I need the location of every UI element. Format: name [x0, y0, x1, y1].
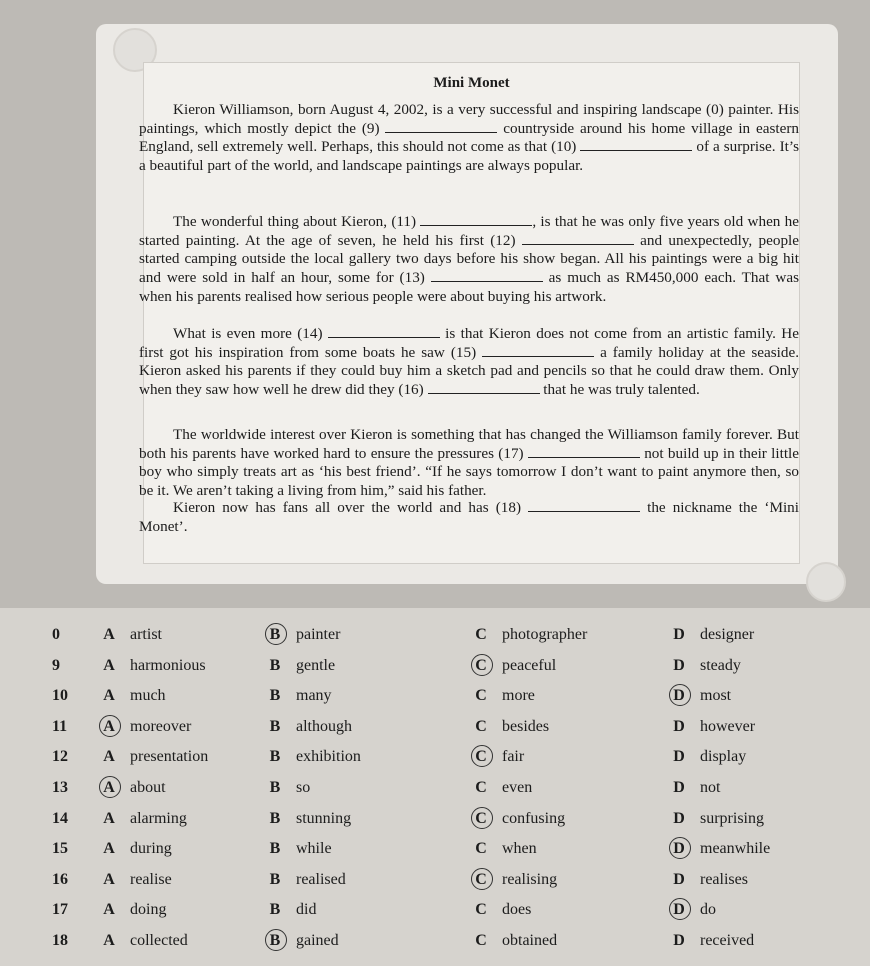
option-word: realises	[700, 870, 748, 888]
option-letter: B	[269, 809, 281, 827]
option-word: although	[296, 717, 352, 735]
option-d[interactable]	[668, 871, 748, 889]
option-b[interactable]	[264, 657, 335, 675]
option-c[interactable]	[470, 687, 535, 705]
answer-blank[interactable]	[580, 138, 692, 151]
option-row	[52, 620, 812, 651]
option-letter: B	[269, 717, 281, 735]
answer-blank[interactable]	[522, 232, 634, 245]
option-c[interactable]	[470, 810, 565, 828]
question-number: 0	[52, 626, 60, 643]
answer-blank[interactable]	[328, 325, 440, 338]
option-letter: C	[475, 901, 487, 919]
option-b[interactable]	[264, 932, 339, 950]
option-letter: A	[103, 687, 115, 705]
option-d[interactable]	[668, 840, 770, 858]
option-c[interactable]	[470, 779, 532, 797]
passage-text: The wonderful thing about Kieron, (11)	[173, 213, 421, 230]
option-word: while	[296, 840, 332, 858]
option-c[interactable]	[470, 901, 531, 919]
option-word: most	[700, 687, 732, 705]
option-row	[52, 651, 812, 682]
option-letter: A	[103, 656, 115, 674]
question-number: 9	[52, 656, 60, 674]
option-word: peaceful	[502, 656, 557, 674]
option-a[interactable]	[98, 901, 166, 919]
option-row	[52, 834, 812, 865]
option-word: painter	[296, 626, 341, 643]
answer-blank[interactable]	[420, 213, 532, 226]
answer-blank[interactable]	[385, 120, 497, 133]
option-a[interactable]	[98, 810, 187, 828]
option-letter: D	[673, 931, 685, 949]
option-letter: B	[269, 656, 281, 674]
answer-options-table	[52, 620, 812, 957]
paragraph-3	[139, 325, 799, 400]
option-letter: A	[103, 748, 115, 766]
option-word: display	[700, 748, 747, 766]
option-d[interactable]	[668, 657, 741, 675]
question-number: 11	[52, 717, 68, 735]
option-word: did	[296, 901, 317, 919]
option-word: meanwhile	[700, 840, 771, 858]
option-letter: C	[475, 687, 487, 705]
option-word: however	[700, 717, 756, 735]
option-word: artist	[130, 626, 162, 643]
circled-option-letter: C	[470, 748, 492, 766]
option-word: doing	[130, 901, 167, 919]
option-d[interactable]	[668, 626, 754, 644]
option-word: so	[296, 778, 311, 796]
option-word: collected	[130, 931, 188, 949]
option-letter: D	[673, 809, 685, 827]
option-word: during	[130, 840, 172, 858]
answer-blank[interactable]	[528, 445, 640, 458]
passage-text: The worldwide interest over Kieron is something that has changed the Williamson family forever. But both his parents have worked hard to ensure the pressures (17)	[139, 426, 799, 462]
option-word: moreover	[130, 717, 192, 735]
option-b[interactable]	[264, 840, 332, 858]
passage-title: Mini Monet	[433, 75, 510, 91]
option-word: not	[700, 778, 721, 796]
option-d[interactable]	[668, 932, 754, 950]
option-letter: D	[673, 626, 685, 643]
option-c[interactable]	[470, 718, 549, 736]
question-number: 14	[52, 809, 68, 827]
option-c[interactable]	[470, 871, 557, 889]
circled-option-letter: A	[98, 718, 120, 736]
option-d[interactable]	[668, 718, 755, 736]
option-word: much	[130, 687, 166, 705]
option-row	[52, 926, 812, 957]
option-word: realise	[130, 870, 172, 888]
option-word: fair	[502, 748, 525, 766]
option-letter: A	[103, 931, 115, 949]
option-a[interactable]	[98, 840, 172, 858]
option-b[interactable]	[264, 901, 316, 919]
paragraph-5	[139, 499, 799, 536]
passage-text: not build up in their little boy who simply treats art as ‘his best friend’. “If he says tomorrow I don’t want to paint anymore then, so be it. We aren’t taking a living from him,” said his father.	[139, 444, 799, 500]
paragraph-4	[139, 426, 799, 501]
paragraph-1	[139, 101, 799, 176]
option-letter: D	[673, 778, 685, 796]
passage-text: countryside around his home village in eastern England, sell extremely well. Perhaps, this should not come as that (10)	[139, 119, 799, 156]
answer-blank[interactable]	[528, 499, 640, 512]
option-row	[52, 865, 812, 896]
option-word: obtained	[502, 931, 558, 949]
option-d[interactable]	[668, 901, 716, 919]
option-row	[52, 742, 812, 773]
circled-option-letter: B	[264, 932, 286, 950]
option-c[interactable]	[470, 932, 557, 950]
question-number: 17	[52, 901, 68, 919]
option-word: alarming	[130, 809, 187, 827]
passage-text: is that Kieron does not come from an artistic family. He first got his inspiration from some boats he saw (15)	[139, 325, 800, 361]
option-word: harmonious	[130, 656, 206, 674]
option-word: received	[700, 931, 755, 949]
option-c[interactable]	[470, 657, 556, 675]
question-number: 13	[52, 778, 68, 796]
option-b[interactable]	[264, 871, 346, 889]
option-row	[52, 895, 812, 926]
circled-option-letter: D	[668, 840, 690, 858]
option-word: many	[296, 687, 332, 705]
answer-blank[interactable]	[428, 381, 540, 394]
passage-text: , is that he was only five years old when he started painting. At the age of seven, he held his first (12)	[139, 213, 800, 249]
passage-text: and unexpectedly, people started camping outside the local gallery two days before his show began. All his paintings were a big hit and were sold in half an hour, some for (13)	[139, 231, 799, 287]
option-letter: D	[673, 748, 685, 766]
circled-option-letter: C	[470, 871, 492, 889]
option-c[interactable]	[470, 840, 537, 858]
scroll-curl-bottom-right	[806, 562, 846, 602]
option-d[interactable]	[668, 810, 764, 828]
circled-option-letter: C	[470, 810, 492, 828]
passage-text: Kieron now has fans all over the world and has (18)	[173, 499, 529, 516]
question-number: 12	[52, 748, 68, 766]
passage-text: of a surprise. It’s a beautiful part of the world, and landscape paintings are always popular.	[139, 138, 799, 175]
option-letter: A	[103, 626, 115, 643]
option-word: when	[502, 840, 537, 858]
option-word: photographer	[502, 626, 588, 643]
option-word: surprising	[700, 809, 764, 827]
circled-option-letter: D	[668, 687, 690, 705]
passage-text: (0) painter. His paintings, which mostly depict the (9)	[139, 101, 799, 137]
option-a[interactable]	[98, 687, 166, 705]
option-b[interactable]	[264, 626, 340, 644]
option-letter: C	[475, 717, 487, 735]
circled-option-letter: B	[264, 626, 286, 644]
passage-text: What is even more (14)	[173, 325, 328, 342]
option-a[interactable]	[98, 657, 206, 675]
option-letter: D	[673, 717, 685, 735]
option-letter: B	[269, 778, 281, 796]
passage-text: that he was truly talented.	[539, 381, 700, 399]
option-b[interactable]	[264, 810, 351, 828]
option-row	[52, 773, 812, 804]
circled-option-letter: D	[668, 901, 690, 919]
question-number: 15	[52, 840, 68, 858]
option-a[interactable]	[98, 871, 172, 889]
option-letter: C	[475, 840, 487, 858]
option-a[interactable]	[98, 626, 162, 644]
question-number: 10	[52, 687, 68, 705]
option-word: confusing	[502, 809, 566, 827]
option-a[interactable]	[98, 779, 166, 797]
question-number: 16	[52, 870, 68, 888]
option-d[interactable]	[668, 687, 731, 705]
option-word: stunning	[296, 809, 352, 827]
option-c[interactable]	[470, 626, 587, 644]
answer-blank[interactable]	[482, 344, 594, 357]
option-word: realised	[296, 870, 346, 888]
option-c[interactable]	[470, 748, 524, 766]
option-b[interactable]	[264, 748, 361, 766]
passage-text: the nickname the ‘Mini Monet’.	[139, 499, 799, 535]
option-letter: A	[103, 840, 115, 858]
option-word: designer	[700, 626, 755, 643]
option-word: even	[502, 778, 533, 796]
option-word: do	[700, 901, 716, 919]
option-word: more	[502, 687, 535, 705]
option-letter: B	[269, 840, 281, 858]
paragraph-2	[139, 213, 799, 307]
option-word: realising	[502, 870, 558, 888]
circled-option-letter: A	[98, 779, 120, 797]
answer-blank[interactable]	[431, 269, 543, 282]
option-b[interactable]	[264, 687, 332, 705]
option-letter: C	[475, 931, 487, 949]
option-b[interactable]	[264, 718, 352, 736]
option-word: exhibition	[296, 748, 361, 766]
option-letter: A	[103, 870, 115, 888]
option-letter: A	[103, 809, 115, 827]
option-row	[52, 804, 812, 835]
option-word: steady	[700, 656, 741, 674]
option-word: besides	[502, 717, 550, 735]
passage-text: a family holiday at the seaside. Kieron asked his parents if they could buy him a sketch pad and pencils so that he could draw them. Only when they saw how well he drew did they (16)	[139, 343, 800, 399]
option-a[interactable]	[98, 932, 188, 950]
passage-box	[139, 62, 800, 564]
option-letter: B	[269, 901, 281, 919]
option-d[interactable]	[668, 748, 746, 766]
option-letter: C	[475, 778, 487, 796]
option-letter: B	[269, 687, 281, 705]
option-word: does	[502, 901, 532, 919]
option-word: about	[130, 778, 166, 796]
option-letter: A	[103, 901, 115, 919]
option-letter: C	[475, 626, 487, 643]
option-row	[52, 712, 812, 743]
passage-text: as much as RM450,000 each. That was when his parents realised how serious people were about buying his artwork.	[139, 269, 799, 305]
passage-text: Kieron Williamson, born August 4, 2002, is a very successful and inspiring landscape	[173, 101, 707, 118]
option-word: gained	[296, 931, 339, 949]
option-word: presentation	[130, 748, 209, 766]
option-letter: D	[673, 656, 685, 674]
option-row	[52, 681, 812, 712]
option-letter: B	[269, 870, 281, 888]
question-number: 18	[52, 931, 68, 949]
option-letter: B	[269, 748, 281, 766]
option-word: gentle	[296, 656, 336, 674]
circled-option-letter: C	[470, 657, 492, 675]
option-d[interactable]	[668, 779, 720, 797]
option-b[interactable]	[264, 779, 310, 797]
option-a[interactable]	[98, 718, 191, 736]
option-letter: D	[673, 870, 685, 888]
option-a[interactable]	[98, 748, 208, 766]
